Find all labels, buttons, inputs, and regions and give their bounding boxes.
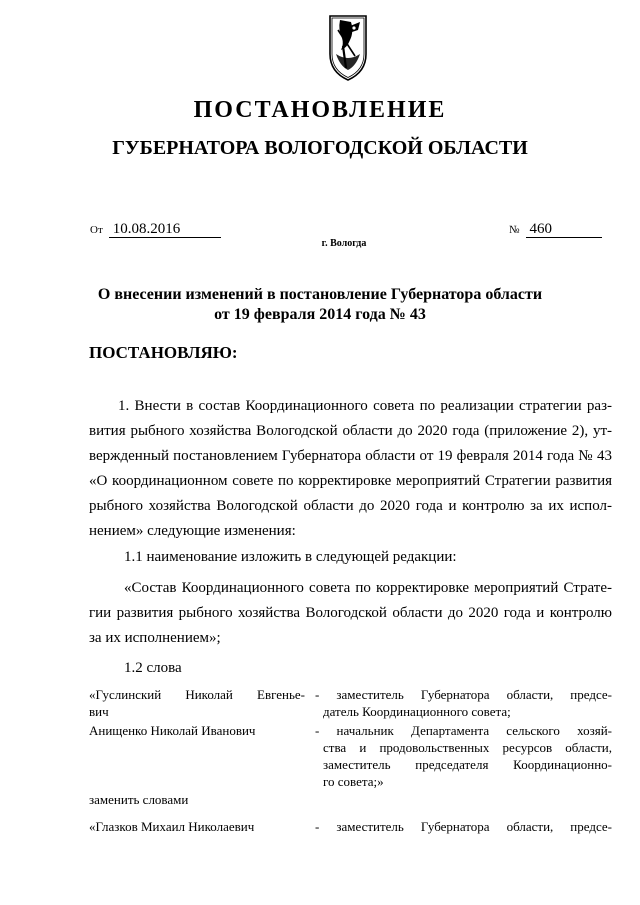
- text-line: 1. Внести в состав Координационного совета по реализации стратегии раз-: [118, 398, 612, 414]
- member-row: [89, 818, 612, 835]
- text-line: ства и продовольственных ресурсов области,: [323, 740, 612, 755]
- subject-line: от 19 февраля 2014 года № 43: [214, 306, 426, 323]
- text-line: Анищенко Николай Иванович: [89, 723, 256, 738]
- document-subject: [0, 285, 640, 325]
- text-line: - заместитель Губернатора области, предсе-: [315, 819, 612, 834]
- text-line: 1.2 слова: [124, 660, 182, 676]
- text-line: - заместитель Губернатора области, предсе-: [315, 687, 612, 702]
- paragraph-2: [89, 545, 612, 570]
- coat-of-arms-icon: [324, 10, 372, 82]
- document-number: 460: [526, 221, 602, 238]
- member-position: [315, 686, 612, 720]
- paragraph-1: [89, 394, 612, 544]
- text-line: 1.1 наименование изложить в следующей редакции:: [124, 549, 457, 565]
- text-line: «Глазков Михаил Николаевич: [89, 819, 255, 834]
- member-name: [89, 722, 315, 790]
- coat-of-arms-emblem: [324, 10, 372, 82]
- document-city: г. Вологда: [321, 238, 367, 249]
- number-label: №: [509, 224, 520, 236]
- text-line: «О координационном совете по корректировке мероприятий Стратегии развития: [89, 473, 612, 489]
- document-subtitle: ГУБЕРНАТОРА ВОЛОГОДСКОЙ ОБЛАСТИ: [112, 137, 528, 159]
- text-line: «Гуслинский Николай Евгенье-: [89, 687, 305, 702]
- document-number-field: [509, 221, 602, 238]
- text-line: вич: [89, 704, 109, 719]
- member-row: [89, 686, 612, 720]
- paragraph-3: [89, 576, 612, 651]
- member-name: [89, 686, 315, 720]
- date-label: От: [90, 224, 103, 236]
- document-date-field: [90, 221, 221, 238]
- text-line: рыбного хозяйства Вологодской области до 2020 года и контролю за их испол-: [89, 498, 612, 514]
- subject-line: О внесении изменений в постановление Губернатора области: [97, 286, 543, 303]
- replace-text: заменить словами: [89, 792, 189, 807]
- document-date: 10.08.2016: [109, 221, 221, 238]
- paragraph-4: [89, 656, 612, 681]
- document-title: ПОСТАНОВЛЕНИЕ: [193, 97, 447, 123]
- text-line: датель Координационного совета;: [323, 704, 511, 719]
- text-line: «Состав Координационного совета по корректировке мероприятий Страте-: [124, 580, 612, 596]
- text-line: нением» следующие изменения:: [89, 523, 296, 539]
- text-line: за их исполнением»;: [89, 630, 221, 646]
- decree-word: ПОСТАНОВЛЯЮ:: [89, 343, 238, 362]
- member-row: [89, 722, 612, 790]
- member-position: [315, 818, 612, 835]
- member-position: [315, 722, 612, 790]
- text-line: вержденный постановлением Губернатора области от 19 февраля 2014 года № 43: [89, 448, 612, 464]
- text-line: го совета;»: [323, 774, 384, 789]
- text-line: заместитель председателя Координационно-: [323, 757, 612, 772]
- text-line: гии развития рыбного хозяйства Вологодской области до 2020 года и контролю: [89, 605, 612, 621]
- text-line: - начальник Департамента сельского хозяй-: [315, 723, 612, 738]
- member-name: [89, 818, 315, 835]
- text-line: вития рыбного хозяйства Вологодской области до 2020 года (приложение 2), ут-: [89, 423, 612, 439]
